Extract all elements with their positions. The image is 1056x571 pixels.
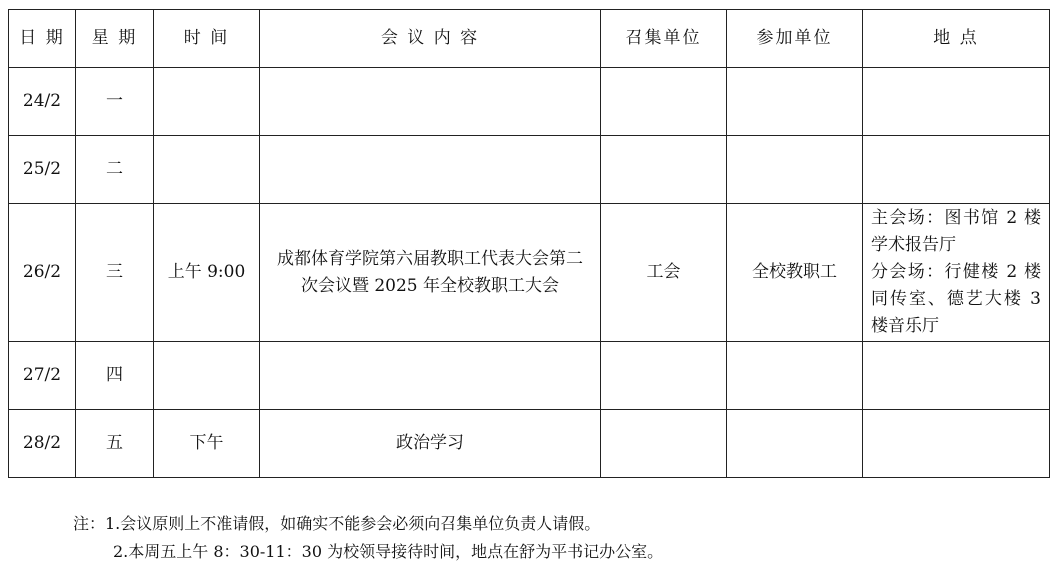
cell-time: [154, 342, 260, 410]
cell-convener: [601, 136, 727, 204]
cell-location: [863, 410, 1050, 478]
table-row: [9, 68, 1050, 136]
cell-participants: 全校教职工: [727, 204, 863, 342]
cell-participants: [727, 342, 863, 410]
cell-weekday: 四: [76, 342, 154, 410]
cell-location: 主会场：图书馆 2 楼学术报告厅 分会场：行健楼 2 楼同传室、德艺大楼 3 楼音乐厅: [863, 204, 1050, 342]
cell-time: [154, 136, 260, 204]
cell-participants: [727, 68, 863, 136]
table-row: [9, 136, 1050, 204]
schedule-table: [8, 9, 1050, 478]
cell-date: 28/2: [9, 410, 76, 478]
note-1: 注：1.会议原则上不准请假，如确实不能参会必须向召集单位负责人请假。: [73, 514, 601, 533]
cell-date: 27/2: [9, 342, 76, 410]
header-convener: 召集单位: [601, 10, 727, 68]
notes: [73, 510, 663, 566]
table-row: [9, 410, 1050, 478]
cell-location: [863, 342, 1050, 410]
cell-weekday: 三: [76, 204, 154, 342]
cell-content: 成都体育学院第六届教职工代表大会第二次会议暨 2025 年全校教职工大会: [260, 204, 601, 342]
header-participants: 参加单位: [727, 10, 863, 68]
cell-participants: [727, 136, 863, 204]
header-weekday: 星 期: [76, 10, 154, 68]
cell-time: [154, 68, 260, 136]
cell-date: 26/2: [9, 204, 76, 342]
table-row: [9, 204, 1050, 342]
cell-date: 24/2: [9, 68, 76, 136]
cell-convener: [601, 410, 727, 478]
cell-location: [863, 136, 1050, 204]
cell-location: [863, 68, 1050, 136]
header-row: [9, 10, 1050, 68]
cell-convener: [601, 342, 727, 410]
cell-weekday: 二: [76, 136, 154, 204]
cell-weekday: 一: [76, 68, 154, 136]
cell-weekday: 五: [76, 410, 154, 478]
cell-time: 下午: [154, 410, 260, 478]
cell-content: 政治学习: [260, 410, 601, 478]
table-row: [9, 342, 1050, 410]
cell-date: 25/2: [9, 136, 76, 204]
cell-content: [260, 136, 601, 204]
cell-convener: 工会: [601, 204, 727, 342]
cell-content: [260, 342, 601, 410]
cell-participants: [727, 410, 863, 478]
header-content: 会 议 内 容: [260, 10, 601, 68]
cell-convener: [601, 68, 727, 136]
header-time: 时 间: [154, 10, 260, 68]
note-2: 2.本周五上午 8：30-11：30 为校领导接待时间，地点在舒为平书记办公室。: [113, 542, 664, 561]
cell-time: 上午 9:00: [154, 204, 260, 342]
header-location: 地 点: [863, 10, 1050, 68]
header-date: 日 期: [9, 10, 76, 68]
cell-content: [260, 68, 601, 136]
